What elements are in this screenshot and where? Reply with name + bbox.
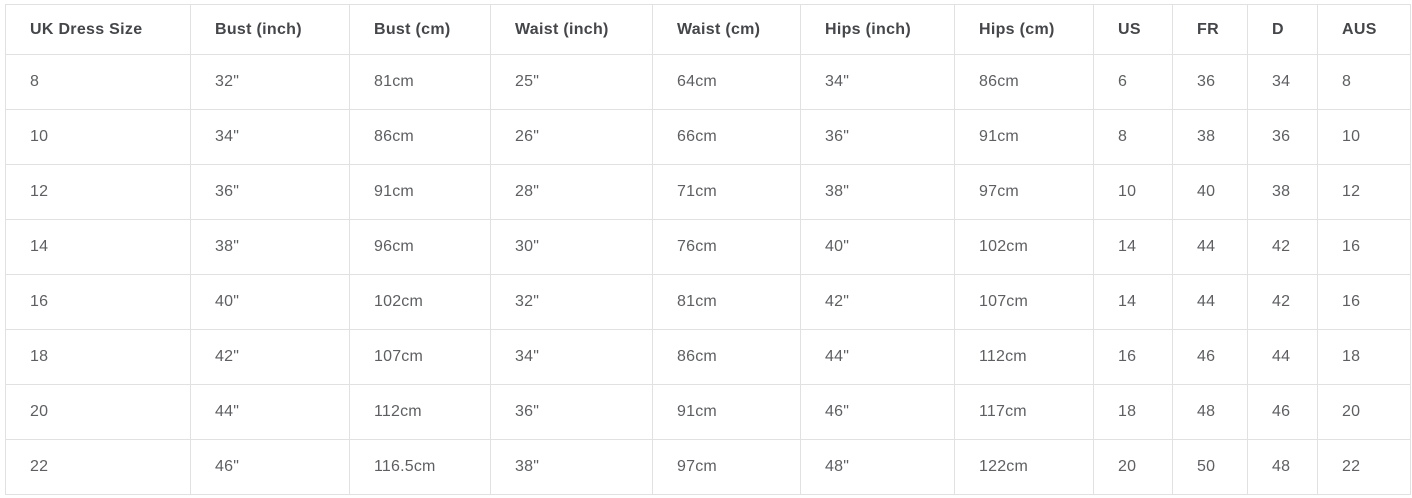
table-cell: 20: [1318, 385, 1411, 440]
table-cell: 38": [191, 220, 350, 275]
table-cell: 102cm: [350, 275, 491, 330]
table-header: [6, 5, 1411, 55]
table-cell: 22: [6, 440, 191, 495]
table-cell: 34": [491, 330, 653, 385]
column-header: Hips (cm): [955, 5, 1094, 55]
table-cell: 96cm: [350, 220, 491, 275]
table-cell: 117cm: [955, 385, 1094, 440]
table-cell: 10: [1318, 110, 1411, 165]
table-cell: 48: [1248, 440, 1318, 495]
table-cell: 38": [801, 165, 955, 220]
table-cell: 8: [1094, 110, 1173, 165]
table-cell: 16: [1318, 220, 1411, 275]
table-cell: 112cm: [350, 385, 491, 440]
table-row: [6, 330, 1411, 385]
table-cell: 44: [1248, 330, 1318, 385]
table-cell: 20: [6, 385, 191, 440]
table-cell: 44": [191, 385, 350, 440]
column-header: Waist (cm): [653, 5, 801, 55]
table-cell: 116.5cm: [350, 440, 491, 495]
table-cell: 26": [491, 110, 653, 165]
table-cell: 122cm: [955, 440, 1094, 495]
table-cell: 107cm: [955, 275, 1094, 330]
column-header: US: [1094, 5, 1173, 55]
table-row: [6, 275, 1411, 330]
table-cell: 81cm: [653, 275, 801, 330]
column-header: Hips (inch): [801, 5, 955, 55]
table-cell: 48": [801, 440, 955, 495]
table-cell: 10: [1094, 165, 1173, 220]
table-cell: 34": [191, 110, 350, 165]
table-cell: 38: [1248, 165, 1318, 220]
table-cell: 12: [1318, 165, 1411, 220]
table-row: [6, 165, 1411, 220]
table-row: [6, 385, 1411, 440]
table-cell: 46: [1248, 385, 1318, 440]
column-header: Waist (inch): [491, 5, 653, 55]
table-cell: 102cm: [955, 220, 1094, 275]
table-cell: 22: [1318, 440, 1411, 495]
table-cell: 36": [491, 385, 653, 440]
column-header: Bust (inch): [191, 5, 350, 55]
table-cell: 42": [801, 275, 955, 330]
table-cell: 14: [1094, 220, 1173, 275]
table-cell: 97cm: [955, 165, 1094, 220]
table-cell: 16: [6, 275, 191, 330]
table-cell: 42: [1248, 220, 1318, 275]
table-cell: 18: [1318, 330, 1411, 385]
table-cell: 28": [491, 165, 653, 220]
table-cell: 38: [1173, 110, 1248, 165]
table-cell: 36: [1248, 110, 1318, 165]
table-cell: 91cm: [350, 165, 491, 220]
table-cell: 40: [1173, 165, 1248, 220]
table-cell: 32": [491, 275, 653, 330]
table-cell: 71cm: [653, 165, 801, 220]
table-cell: 112cm: [955, 330, 1094, 385]
table-row: [6, 440, 1411, 495]
table-cell: 36": [801, 110, 955, 165]
table-cell: 40": [191, 275, 350, 330]
table-cell: 6: [1094, 55, 1173, 110]
table-cell: 25": [491, 55, 653, 110]
table-cell: 18: [6, 330, 191, 385]
table-cell: 14: [1094, 275, 1173, 330]
table-cell: 50: [1173, 440, 1248, 495]
table-cell: 86cm: [653, 330, 801, 385]
table-cell: 18: [1094, 385, 1173, 440]
table-cell: 32": [191, 55, 350, 110]
column-header: Bust (cm): [350, 5, 491, 55]
table-cell: 107cm: [350, 330, 491, 385]
table-cell: 97cm: [653, 440, 801, 495]
table-row: [6, 110, 1411, 165]
table-cell: 91cm: [653, 385, 801, 440]
column-header: D: [1248, 5, 1318, 55]
table-cell: 44: [1173, 275, 1248, 330]
table-cell: 81cm: [350, 55, 491, 110]
table-cell: 48: [1173, 385, 1248, 440]
table-cell: 36": [191, 165, 350, 220]
column-header: FR: [1173, 5, 1248, 55]
header-row: [6, 5, 1411, 55]
table-cell: 64cm: [653, 55, 801, 110]
table-cell: 86cm: [955, 55, 1094, 110]
table-cell: 46: [1173, 330, 1248, 385]
column-header: UK Dress Size: [6, 5, 191, 55]
table-cell: 36: [1173, 55, 1248, 110]
table-cell: 10: [6, 110, 191, 165]
table-cell: 20: [1094, 440, 1173, 495]
size-conversion-table: [5, 4, 1411, 495]
table-cell: 44: [1173, 220, 1248, 275]
table-cell: 12: [6, 165, 191, 220]
table-cell: 16: [1318, 275, 1411, 330]
table-cell: 42": [191, 330, 350, 385]
table-cell: 16: [1094, 330, 1173, 385]
table-cell: 42: [1248, 275, 1318, 330]
table-row: [6, 220, 1411, 275]
table-cell: 46": [801, 385, 955, 440]
table-cell: 86cm: [350, 110, 491, 165]
column-header: AUS: [1318, 5, 1411, 55]
table-cell: 66cm: [653, 110, 801, 165]
table-cell: 91cm: [955, 110, 1094, 165]
table-cell: 44": [801, 330, 955, 385]
table-cell: 30": [491, 220, 653, 275]
table-cell: 34: [1248, 55, 1318, 110]
table-cell: 38": [491, 440, 653, 495]
table-cell: 14: [6, 220, 191, 275]
table-cell: 46": [191, 440, 350, 495]
table-cell: 34": [801, 55, 955, 110]
table-row: [6, 55, 1411, 110]
table-cell: 8: [1318, 55, 1411, 110]
table-cell: 40": [801, 220, 955, 275]
table-cell: 8: [6, 55, 191, 110]
table-body: [6, 55, 1411, 495]
table-cell: 76cm: [653, 220, 801, 275]
